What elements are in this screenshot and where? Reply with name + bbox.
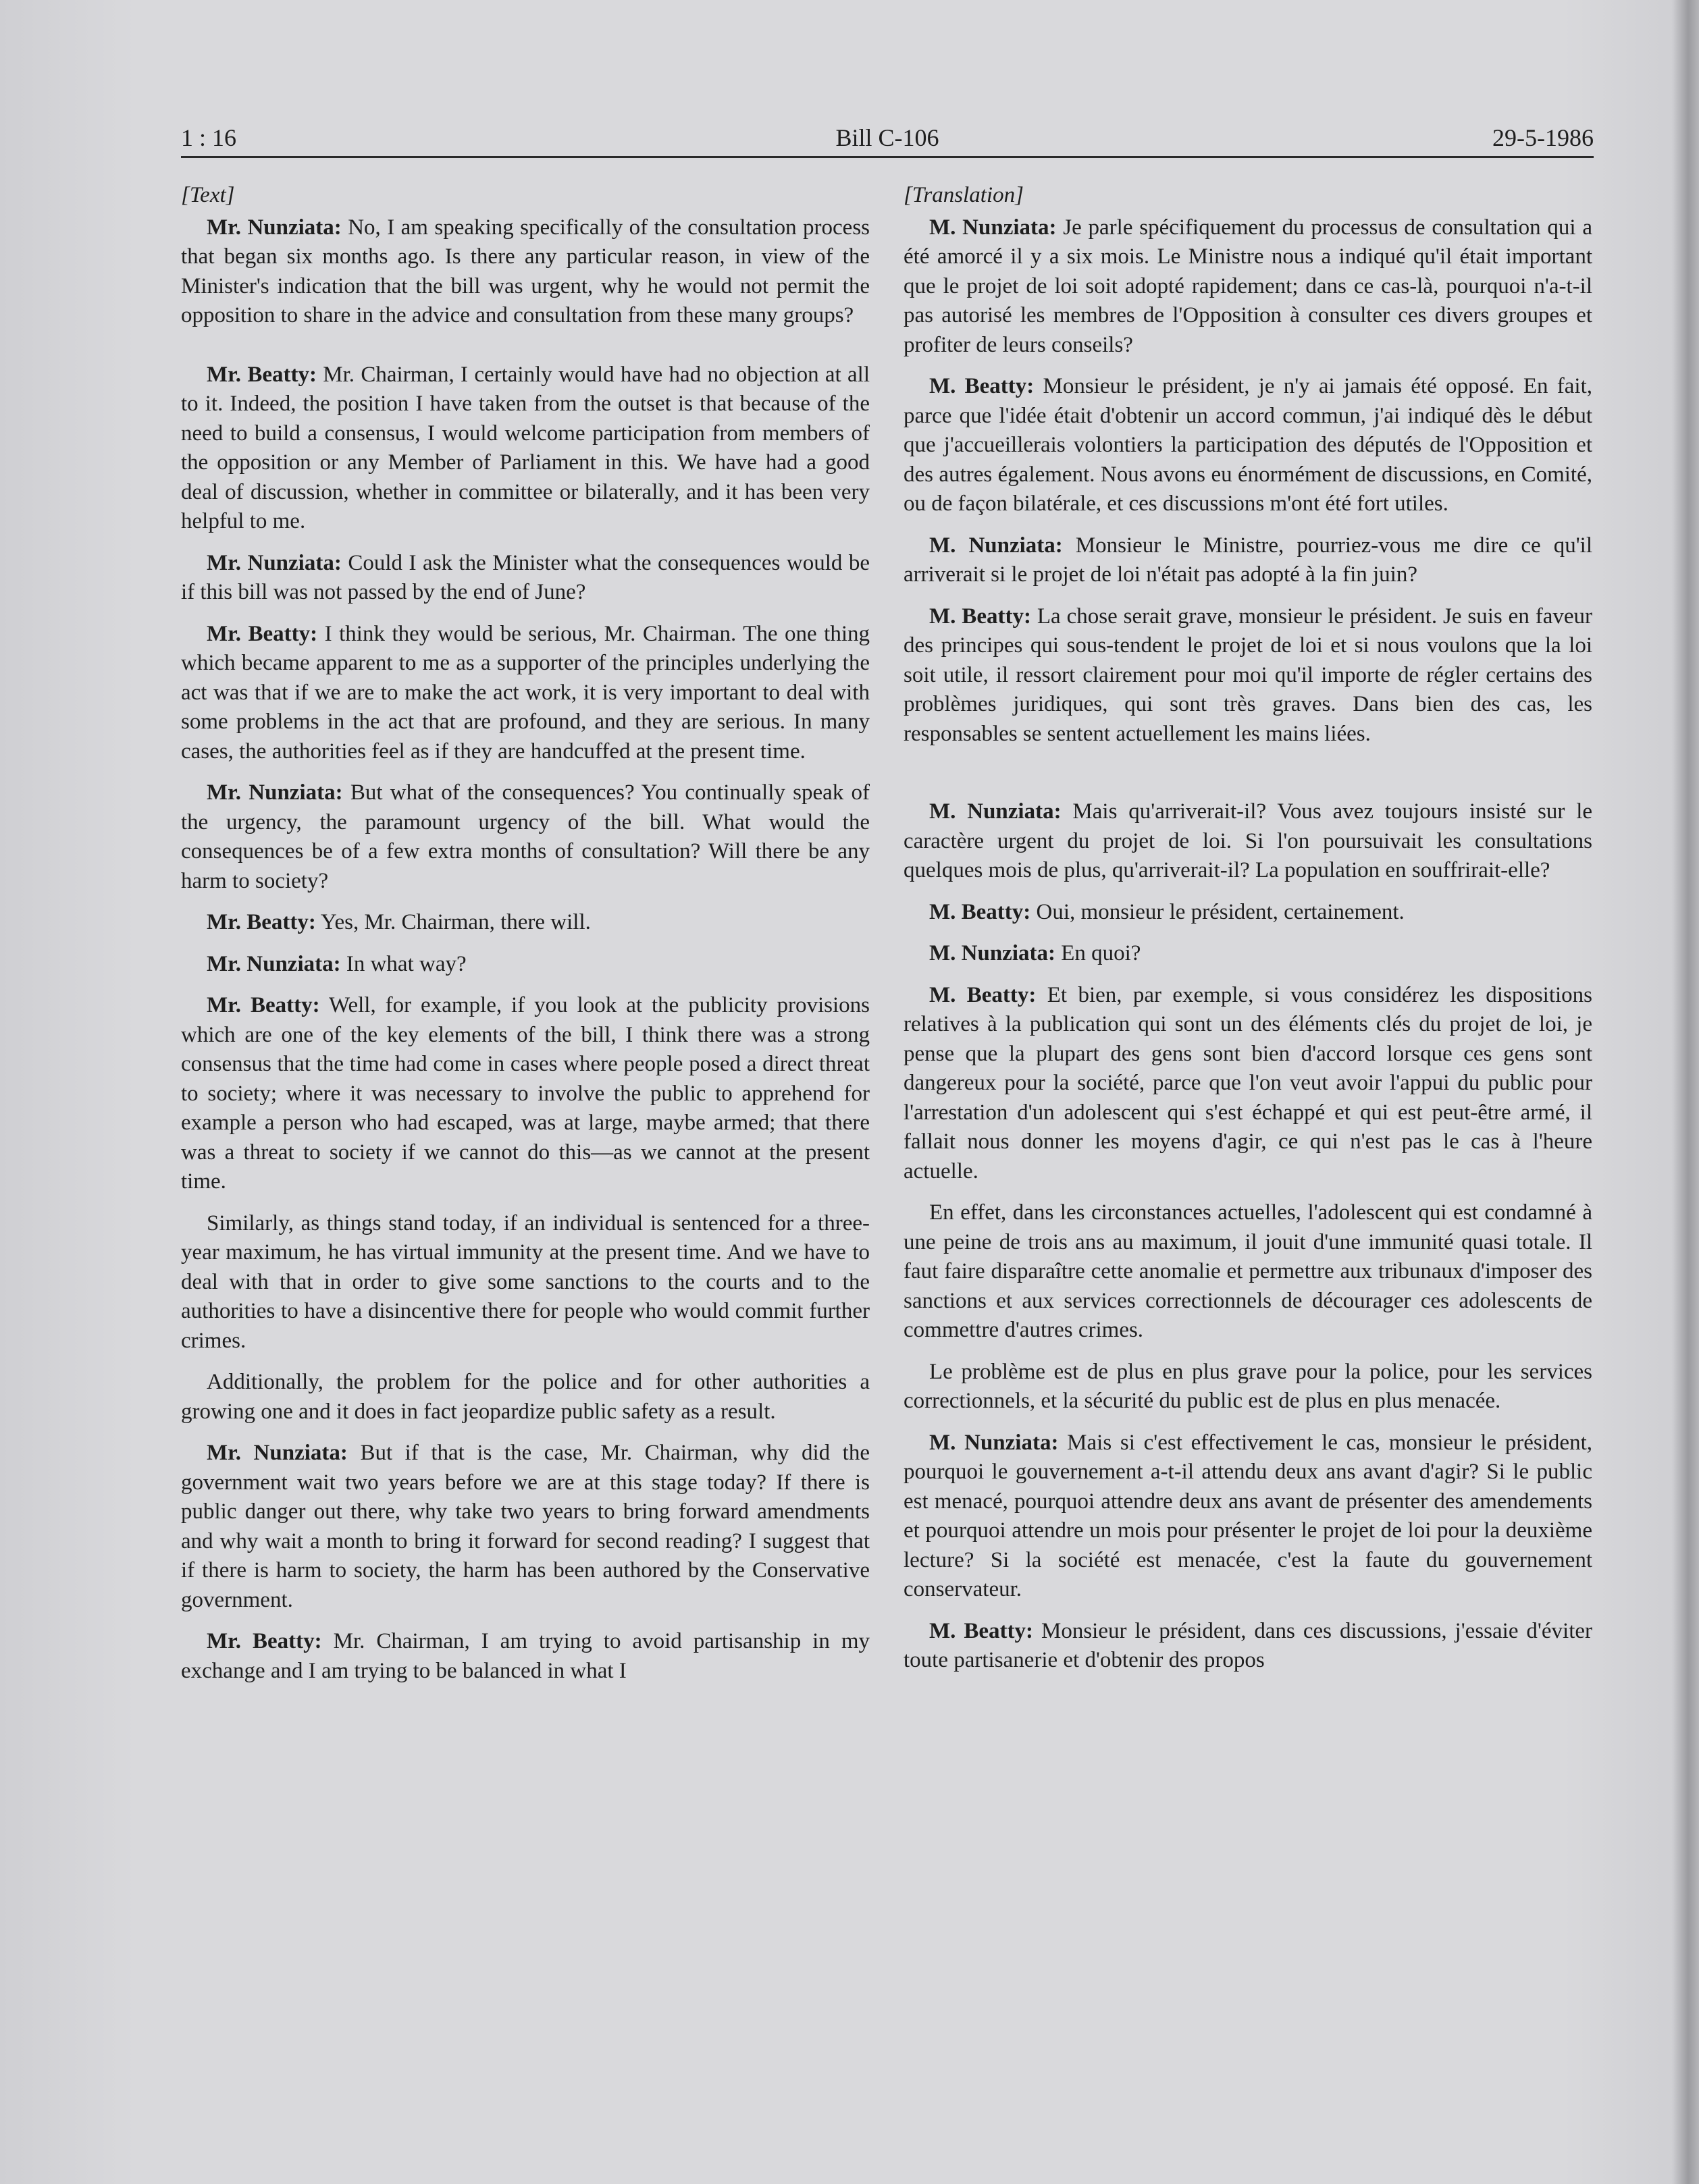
paragraph-text: Monsieur le Ministre, pourriez-vous me dire ce qu'il arriverait si le projet de loi n'était pas adopté à la fin juin? [904, 533, 1592, 587]
speaker: M. Nunziata: [929, 533, 1063, 558]
paragraph [904, 797, 1592, 886]
document-title: Bill C-106 [835, 124, 939, 151]
running-header [181, 119, 1594, 157]
paragraph [181, 549, 870, 608]
paragraph [181, 908, 870, 938]
speaker: Mr. Nunziata: [207, 550, 342, 575]
column-heading: [Translation] [904, 183, 1024, 207]
speaker: M. Beatty: [929, 374, 1035, 398]
paragraph-text: La chose serait grave, monsieur le président. Je suis en faveur des principes qui sous-tendent le projet de loi et si nous voulons que la loi soit utile, il ressort clairement pour moi qu'il importe de régler certains des problèmes juridiques, qui sont très graves. Dans bien des cas, les responsables se sentent actuellement les mains liées. [904, 604, 1593, 746]
speaker: M. Beatty: [929, 899, 1031, 924]
page-number: 1 : 16 [181, 124, 237, 151]
paragraph-text: Le problème est de plus en plus grave pour la police, pour les services correctionnels, et la sécurité du public est de plus en plus menacée. [904, 1359, 1592, 1413]
speaker: M. Beatty: [929, 982, 1037, 1007]
paragraph-text: Je parle spécifiquement du processus de consultation qui a été amorcé il y a six mois. Le Ministre nous a indiqué qu'il était important que le projet de loi soit adopté rapidement; dans ce cas-là, pourquoi n'a-t-il pas autorisé les membres de l'Opposition à consulter ces divers groupes et profiter de leurs conseils? [904, 215, 1592, 357]
french-column [904, 181, 1592, 1688]
paragraph-text: Well, for example, if you look at the publicity provisions which are one of the key elements of the bill, I think there was a strong consensus that the time had come in cases where people posed a direct threat to society; where it was necessary to involve the public to apprehend for example a person who had escaped, was at large, maybe armed; that there was a threat to society if we cannot do this—as we cannot at the present time. [181, 993, 870, 1194]
speaker: Mr. Nunziata: [207, 951, 341, 976]
speaker: Mr. Beatty: [207, 362, 317, 387]
paragraph-text: Et bien, par exemple, si vous considérez les dispositions relatives à la publication qui sont un des éléments clés du projet de loi, je pense que la plupart des gens sont bien d'accord lorsque ces gens sont dangereux pour la société, parce que l'on veut avoir l'appui du public pour l'arrestation d'un adolescent qui s'est échappé et qui est peut-être armé, il fallait nous donner les moyens d'agir, ce qui n'est pas le cas à l'heure actuelle. [904, 982, 1593, 1183]
paragraph-text: But what of the consequences? You continually speak of the urgency, the paramount urgency of the bill. What would the consequences be of a few extra months of consultation? Will there be any harm to society? [181, 780, 870, 893]
paragraph-text: Yes, Mr. Chairman, there will. [320, 910, 591, 934]
paragraph-text: I think they would be serious, Mr. Chairman. The one thing which became apparent to me as a supporter of the principles underlying the act was that if we are to make the act work, it is very important to deal with some problems in the act that are profound, and they are serious. In many cases, the authorities feel as if they are handcuffed at the present time. [181, 621, 870, 764]
paragraph-text: Mr. Chairman, I certainly would have had no objection at all to it. Indeed, the position I have taken from the outset is that because of the need to build a consensus, I would welcome participation from members of the opposition or any Member of Parliament in this. We have had a good deal of discussion, whether in committee or bilaterally, and it has been very helpful to me. [181, 362, 870, 533]
paragraph-text: Could I ask the Minister what the consequences would be if this bill was not passed by the end of June? [181, 550, 870, 604]
speaker: M. Beatty: [929, 1618, 1033, 1643]
paragraph-text: En quoi? [1061, 941, 1141, 965]
paragraph [904, 1358, 1592, 1416]
speaker: M. Nunziata: [929, 1430, 1059, 1455]
page-edge-shadow [1672, 0, 1699, 2184]
paragraph [181, 950, 870, 980]
speaker: M. Nunziata: [929, 215, 1057, 240]
english-column [181, 181, 870, 1698]
paragraph [904, 1429, 1592, 1605]
paragraph-text: No, I am speaking specifically of the consultation process that began six months ago. Is there any particular reason, in view of the Minister's indication that the bill was urgent, why he would not permit the opposition to share in the advice and consultation from these many groups? [181, 215, 870, 327]
paragraph-text: Mr. Chairman, I am trying to avoid partisanship in my exchange and I am trying to be balanced in what I [181, 1629, 870, 1683]
paragraph [904, 213, 1592, 361]
column-heading-text: Text [189, 183, 226, 207]
paragraph [181, 1439, 870, 1615]
paragraph [181, 1627, 870, 1686]
paragraph [181, 1209, 870, 1356]
speaker: Mr. Nunziata: [207, 1441, 348, 1465]
paragraph [181, 361, 870, 537]
paragraph-text: Oui, monsieur le président, certainement. [1036, 899, 1405, 924]
header-date: 29-5-1986 [1492, 124, 1594, 151]
paragraph [181, 620, 870, 767]
paragraph [904, 939, 1592, 969]
speaker: Mr. Beatty: [207, 1629, 322, 1653]
paragraph [181, 778, 870, 896]
header-rule [181, 156, 1594, 158]
paragraph [181, 1368, 870, 1427]
speaker: M. Nunziata: [929, 941, 1055, 965]
paragraph-text: Monsieur le président, je n'y ai jamais été opposé. En fait, parce que l'idée était d'obtenir un accord commun, j'ai indiqué dès le début que j'accueillerais volontiers la participation des députés de l'Opposition et des autres également. Nous avons eu énormément de discussions, en Comité, ou de façon bilatérale, et ces discussions m'ont été fort utiles. [904, 374, 1593, 516]
paragraph [181, 991, 870, 1197]
paragraph [181, 213, 870, 331]
paragraph-text: But if that is the case, Mr. Chairman, why did the government wait two years before we are at this stage today? If there is public danger out there, why take two years to bring forward amendments and why wait a month to bring it forward for second reading? I suggest that if there is harm to society, the harm has been authored by the Conservative government. [181, 1441, 870, 1612]
paragraph-text: Mais qu'arriverait-il? Vous avez toujours insisté sur le caractère urgent du projet de loi. Si l'on poursuivait les consultations quelques mois de plus, qu'arriverait-il? La population en souffrirait-elle? [904, 799, 1593, 882]
paragraph-text: Monsieur le président, dans ces discussions, j'essaie d'éviter toute partisanerie et d'obtenir des propos [904, 1618, 1592, 1672]
paragraph-text: In what way? [346, 951, 467, 976]
paragraph-text: En effet, dans les circonstances actuelles, l'adolescent qui est condamné à une peine de trois ans au maximum, il jouit d'une immunité quasi totale. Il faut faire disparaître cette anomalie et permettre aux tribunaux d'imposer des sanctions et aux services correctionnels de décourager ces adolescents de commettre d'autres crimes. [904, 1200, 1592, 1342]
speaker: Mr. Nunziata: [207, 215, 342, 240]
paragraph-text: Additionally, the problem for the police and for other authorities a growing one and it does in fact jeopardize public safety as a result. [181, 1370, 870, 1424]
paragraph-text: Similarly, as things stand today, if an individual is sentenced for a three-year maximum, he has virtual immunity at the present time. And we have to deal with that in order to give some sanctions to the courts and to the authorities to have a disincentive there for people who would commit further crimes. [181, 1210, 870, 1353]
paragraph [904, 898, 1592, 928]
paragraph-text: Mais si c'est effectivement le cas, monsieur le président, pourquoi le gouvernement a-t-il attendu deux ans avant d'agir? Si le public est menacé, pourquoi attendre deux ans avant de présenter des amendements et pourquoi attendre un mois pour présenter le projet de loi pour la deuxième lecture? Si la société est menacée, c'est la faute du gouvernement conservateur. [904, 1430, 1592, 1601]
speaker: Mr. Beatty: [207, 621, 318, 646]
speaker: M. Nunziata: [929, 799, 1062, 824]
column-heading: [Text] [181, 183, 235, 207]
column-heading-text: Translation [912, 183, 1016, 207]
paragraph [904, 1198, 1592, 1346]
speaker: Mr. Beatty: [207, 993, 320, 1017]
paragraph [904, 602, 1592, 749]
paragraph [904, 372, 1592, 519]
speaker: M. Beatty: [929, 604, 1031, 629]
paragraph [904, 531, 1592, 590]
speaker: Mr. Nunziata: [207, 780, 343, 805]
paragraph [904, 981, 1592, 1187]
paragraph [904, 1617, 1592, 1676]
speaker: Mr. Beatty: [207, 910, 316, 934]
